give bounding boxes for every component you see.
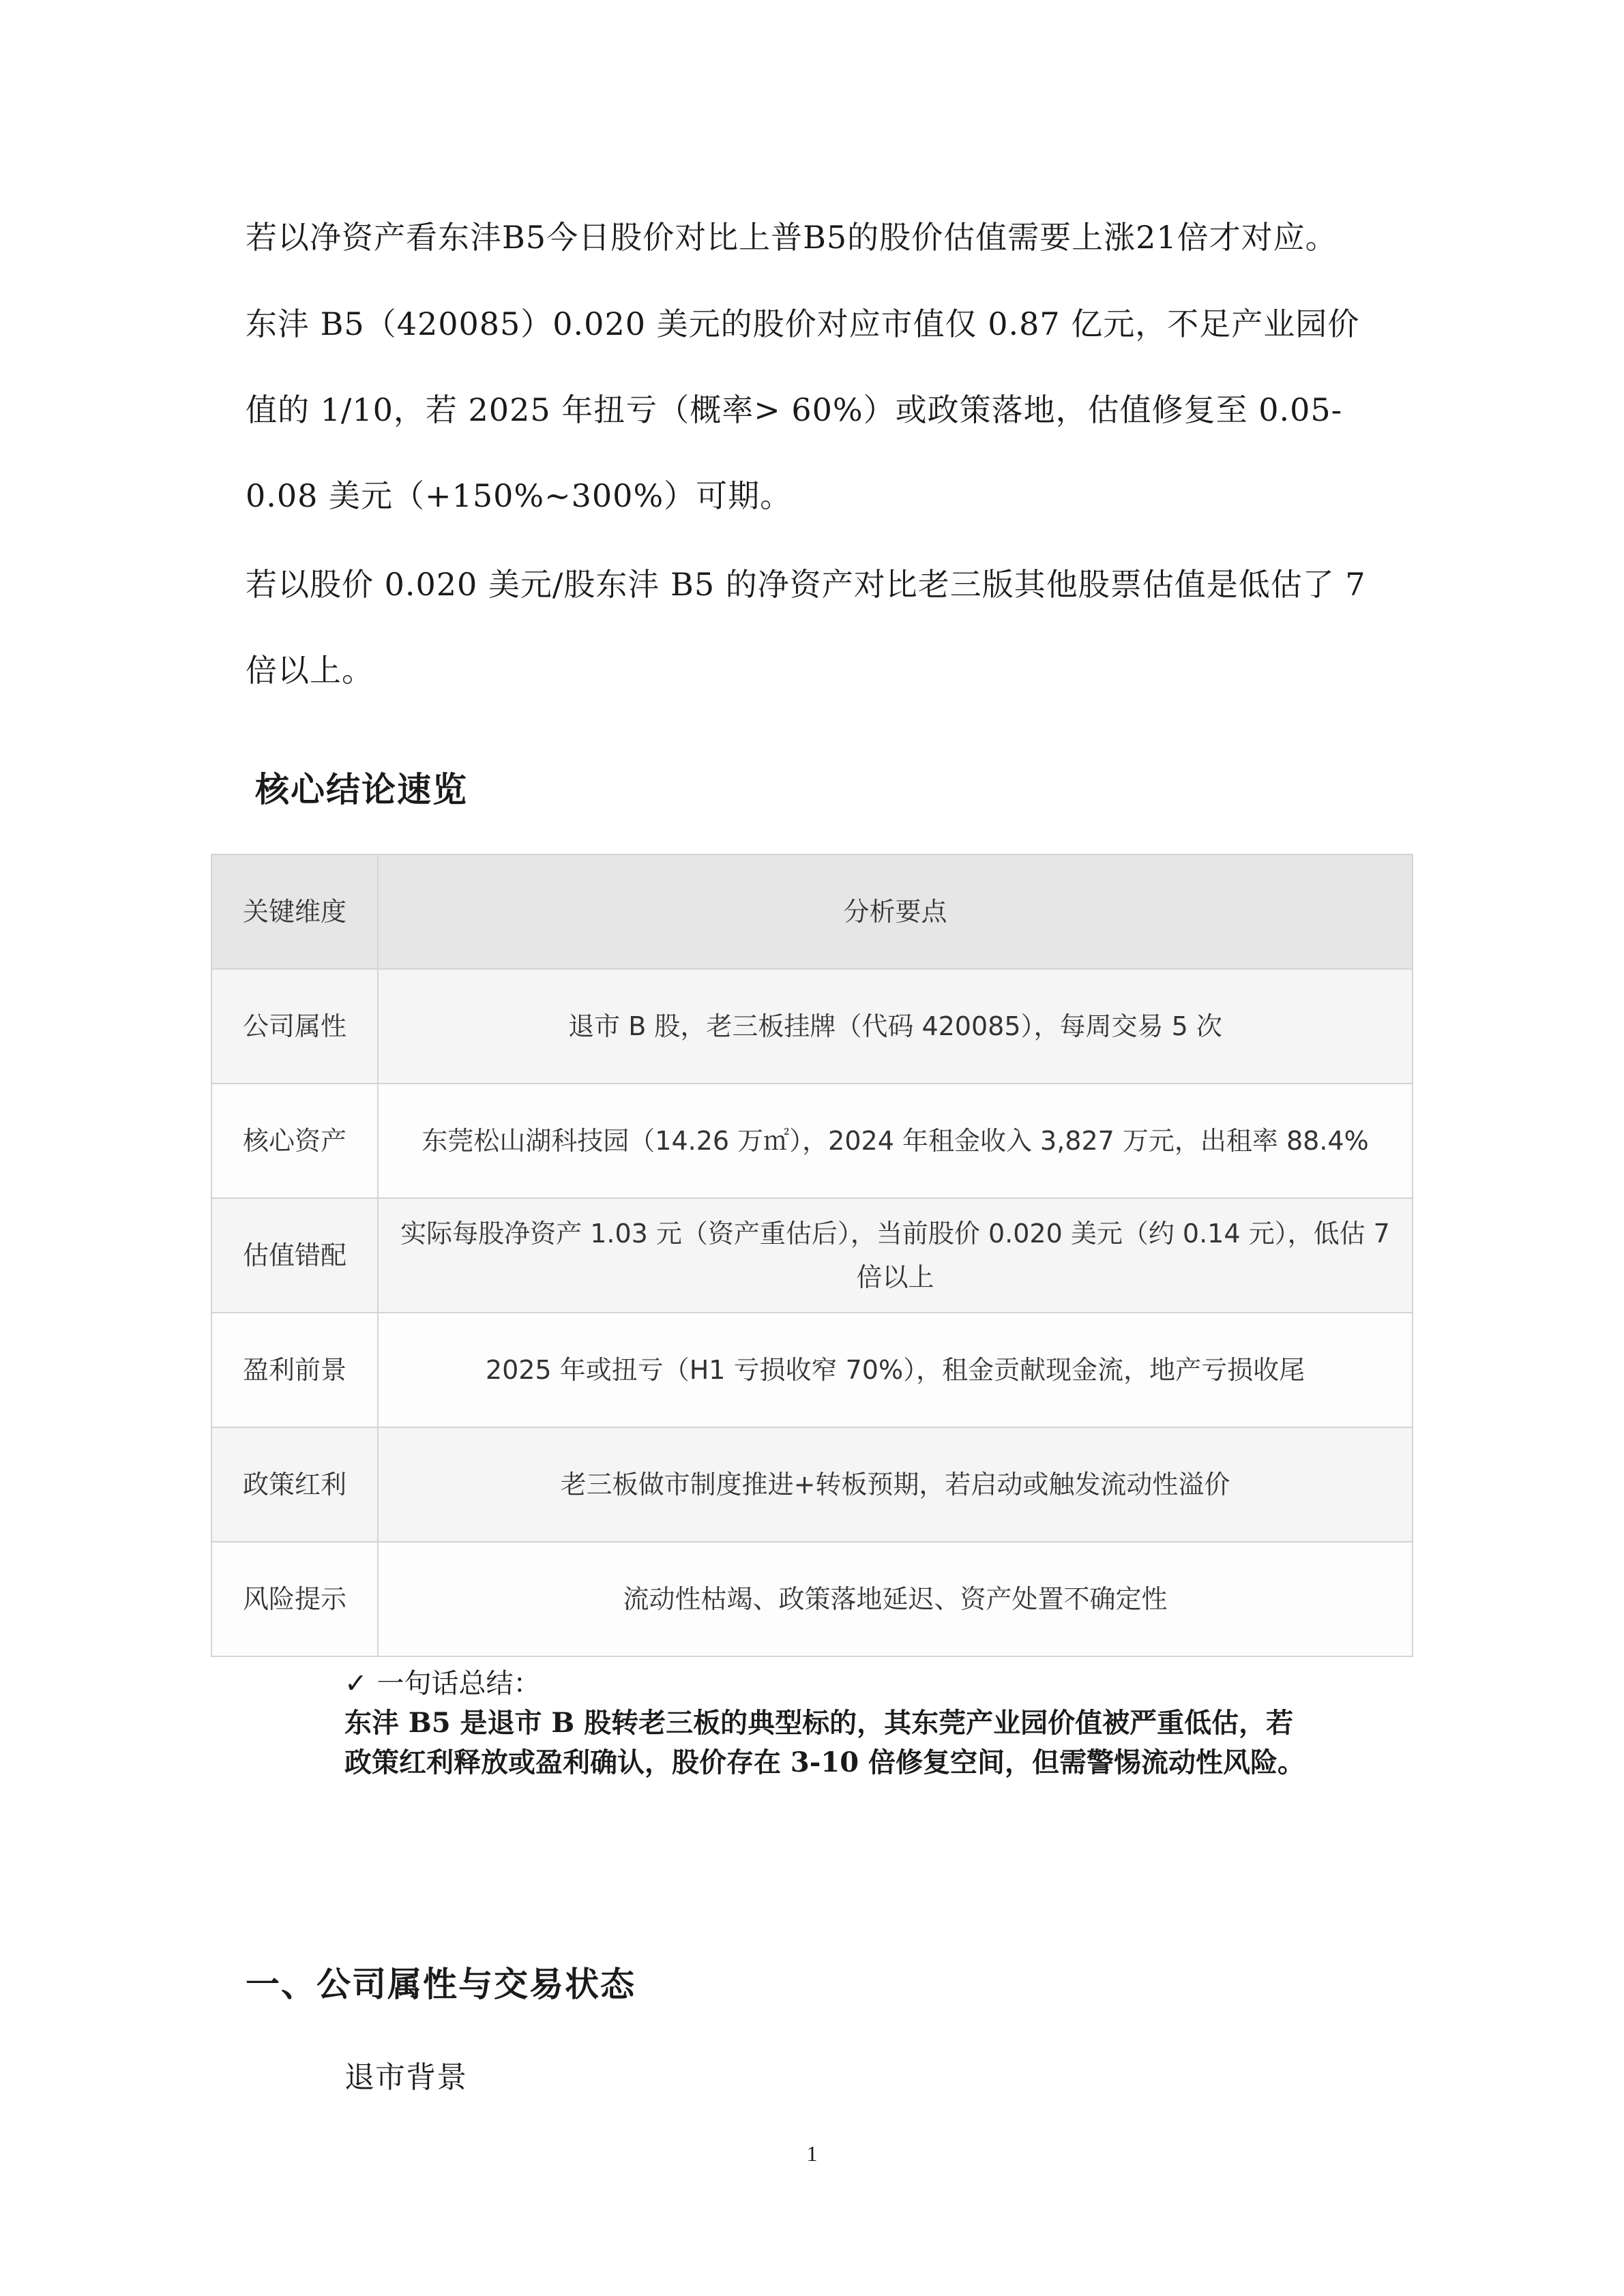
- core-conclusion-table: [211, 854, 1413, 1657]
- table-row: [211, 1198, 1413, 1313]
- table-cell-point: 实际每股净资产 1.03 元（资产重估后），当前股价 0.020 美元（约 0.14 元），低估 7 倍以上: [378, 1198, 1413, 1313]
- table-cell-dimension: 估值错配: [211, 1198, 378, 1313]
- table-cell-dimension: 盈利前景: [211, 1313, 378, 1427]
- table-cell-point: 老三板做市制度推进+转板预期，若启动或触发流动性溢价: [378, 1427, 1413, 1542]
- section-title: 核心结论速览: [255, 769, 468, 809]
- table-header-row: [211, 854, 1413, 969]
- table-cell-dimension: 风险提示: [211, 1542, 378, 1656]
- table-row: [211, 969, 1413, 1084]
- table-row: [211, 1542, 1413, 1656]
- table-cell-point: 东莞松山湖科技园（14.26 万㎡），2024 年租金收入 3,827 万元，出租率 88.4%: [378, 1084, 1413, 1198]
- heading-company-attributes: 一、公司属性与交易状态: [246, 1964, 636, 2004]
- paragraph-market-cap: 东沣 B5（420085）0.020 美元的股价对应市值仅 0.87 亿元，不足产业园价值的 1/10，若 2025 年扭亏（概率> 60%）或政策落地，估值修复至 0.05-0.08 美元（+150%~300%）可期。: [246, 305, 1360, 514]
- table-cell-point: 流动性枯竭、政策落地延迟、资产处置不确定性: [378, 1542, 1413, 1656]
- subheading-delisting-background: 退市背景: [344, 2060, 467, 2095]
- table-cell-dimension: 政策红利: [211, 1427, 378, 1542]
- table-cell-dimension: 核心资产: [211, 1084, 378, 1198]
- summary-body: 东沣 B5 是退市 B 股转老三板的典型标的，其东莞产业园价值被严重低估，若政策红利释放或盈利确认，股价存在 3-10 倍修复空间，但需警惕流动性风险。: [344, 1707, 1305, 1778]
- paragraph-valuation-comparison: 若以净资产看东沣B5今日股价对比上普B5的股价估值需要上涨21倍才对应。: [246, 219, 1338, 256]
- summary-block: [344, 1664, 1313, 1783]
- table-cell-dimension: 公司属性: [211, 969, 378, 1084]
- table-cell-point: 2025 年或扭亏（H1 亏损收窄 70%），租金贡献现金流，地产亏损收尾: [378, 1313, 1413, 1427]
- summary-title: 一句话总结：: [377, 1668, 541, 1699]
- table-header-point: 分析要点: [378, 854, 1413, 969]
- paragraph-undervaluation: 若以股价 0.020 美元/股东沣 B5 的净资产对比老三版其他股票估值是低估了 7 倍以上。: [246, 566, 1366, 689]
- table-header-dimension: 关键维度: [211, 854, 378, 969]
- table-row: [211, 1084, 1413, 1198]
- checkmark-icon: ✓: [344, 1668, 368, 1699]
- summary-title-line: [344, 1664, 1313, 1703]
- table-cell-point: 退市 B 股，老三板挂牌（代码 420085），每周交易 5 次: [378, 969, 1413, 1084]
- page-number: 1: [806, 2141, 818, 2166]
- table-row: [211, 1427, 1413, 1542]
- table-row: [211, 1313, 1413, 1427]
